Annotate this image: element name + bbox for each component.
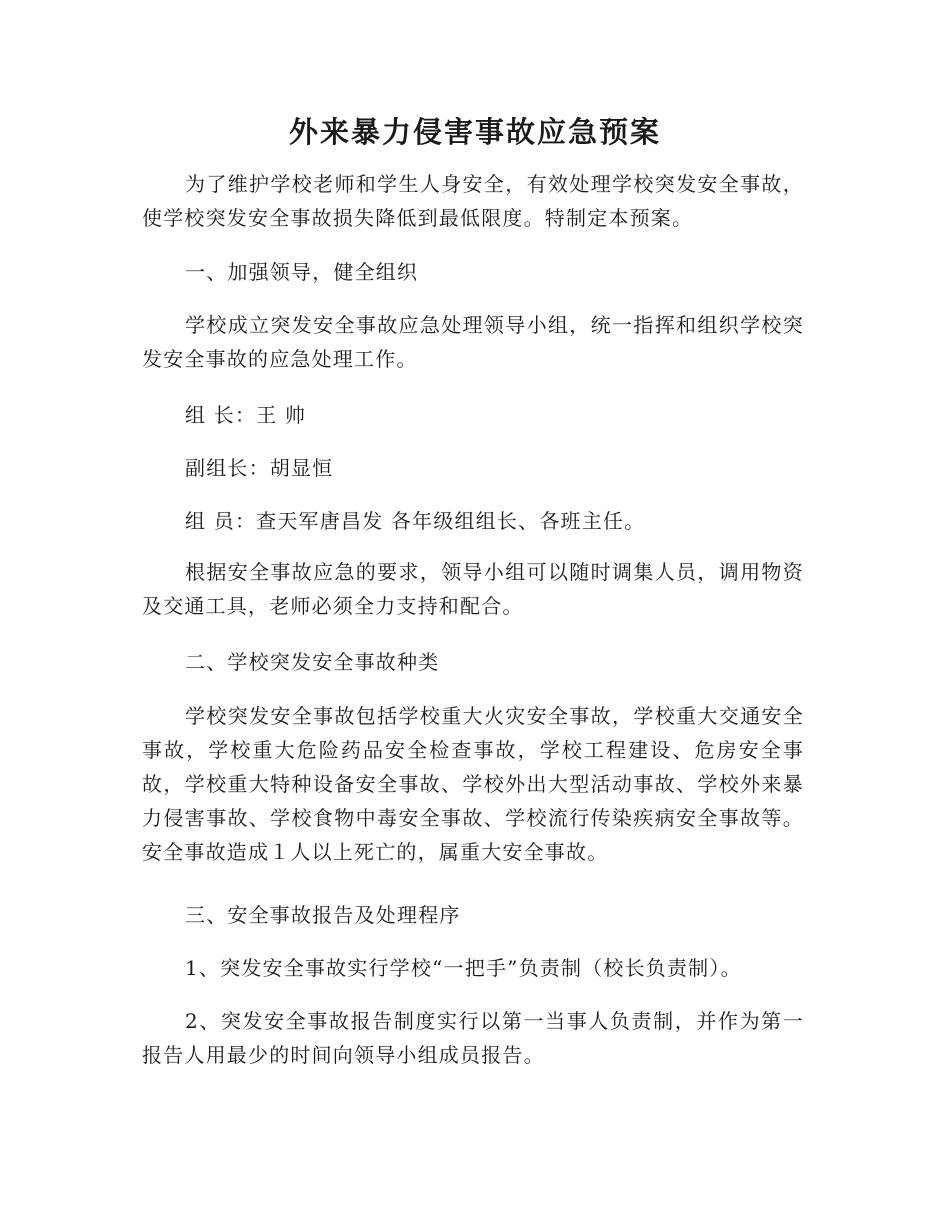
leadership-paragraph: 学校成立突发安全事故应急处理领导小组，统一指挥和组织学校突发安全事故的应急处理工作。 xyxy=(142,313,804,371)
document-title: 外来暴力侵害事故应急预案 xyxy=(288,115,661,149)
deputy-leader-line: 副组长：胡显恒 xyxy=(185,456,334,480)
intro-paragraph: 为了维护学校老师和学生人身安全，有效处理学校突发安全事故，使学校突发安全事故损失降低到最低限度。特制定本预案。 xyxy=(142,172,804,230)
mobilization-paragraph: 根据安全事故应急的要求，领导小组可以随时调集人员，调用物资及交通工具，老师必须全力支持和配合。 xyxy=(142,560,804,618)
section-heading-2: 二、学校突发安全事故种类 xyxy=(185,650,440,674)
accident-types-paragraph: 学校突发安全事故包括学校重大火灾安全事故，学校重大交通安全事故，学校重大危险药品安全检查事故，学校工程建设、危房安全事故，学校重大特种设备安全事故、学校外出大型活动事故、学校外来暴力侵害事故、学校食物中毒安全事故、学校流行传染疾病安全事故等。安全事故造成１人以上死亡的，属重大安全事故。 xyxy=(142,704,804,864)
section-heading-1: 一、加强领导，健全组织 xyxy=(185,260,419,284)
procedure-item-1: 1、突发安全事故实行学校“一把手”负责制（校长负责制）。 xyxy=(185,956,742,980)
team-members-line: 组 员：查天军唐昌发 各年级组组长、各班主任。 xyxy=(185,509,646,533)
procedure-item-2: 2、突发安全事故报告制度实行以第一当事人负责制，并作为第一报告人用最少的时间向领导小组成员报告。 xyxy=(142,1009,804,1067)
team-leader-line: 组 长：王 帅 xyxy=(185,403,307,427)
section-heading-3: 三、安全事故报告及处理程序 xyxy=(185,903,461,927)
